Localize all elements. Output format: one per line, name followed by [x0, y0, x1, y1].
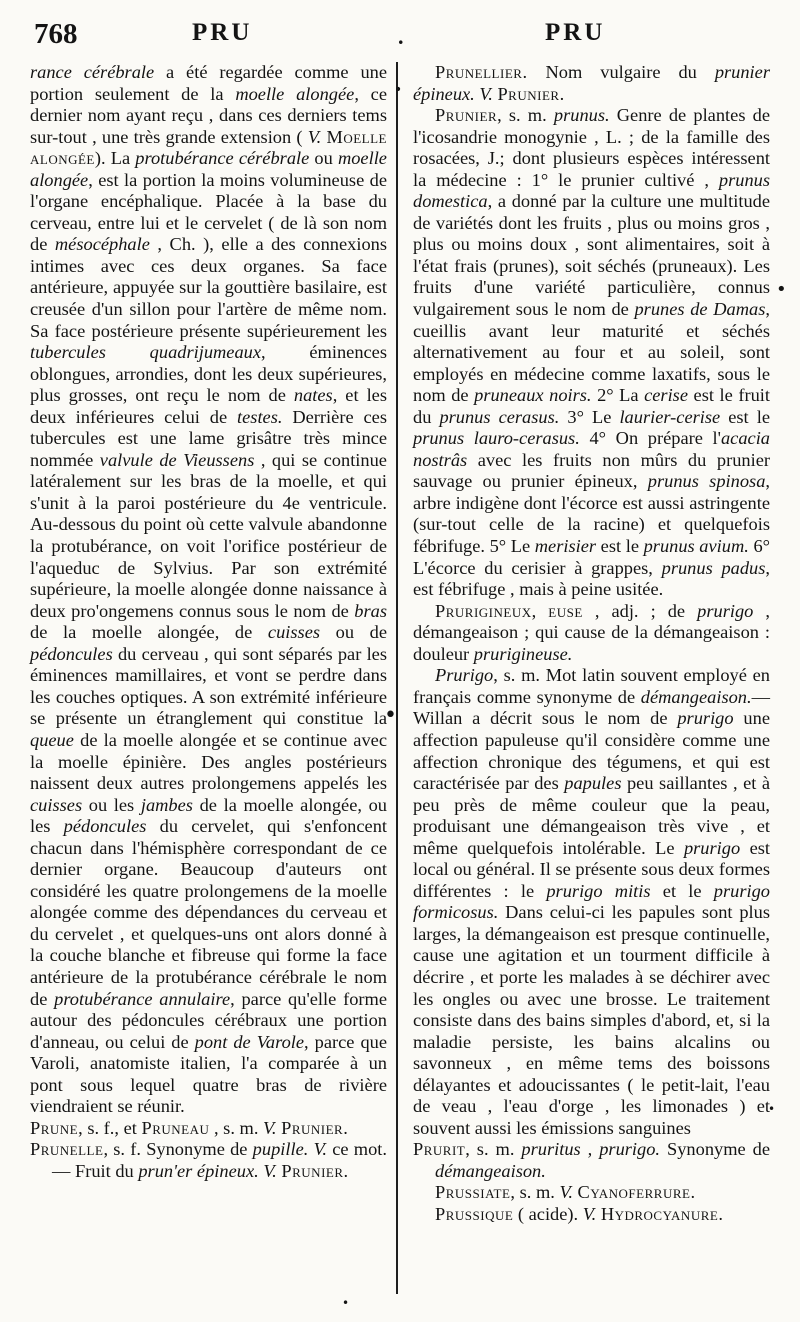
italic-run: prunus padus: [661, 557, 766, 578]
italic-run: jambes: [140, 794, 193, 815]
text-run: est le fruit du: [413, 385, 770, 427]
italic-run: papules: [564, 773, 622, 794]
entry-prurigo: [413, 665, 770, 1139]
print-speck: •: [342, 1296, 350, 1310]
italic-run: prunus domestica: [413, 169, 770, 212]
print-speck: •: [768, 1102, 776, 1116]
italic-run: démangeaison.: [435, 1160, 546, 1181]
text-run: Genre de plantes de l'icosandrie monogynie , L. ; de la famille des rosacées, J.; dont plusieurs espèces intéressent la médecine : 1° le prunier cultivé ,: [413, 105, 770, 190]
italic-run: V.: [559, 1182, 573, 1203]
text-run: , s. m.: [465, 1139, 522, 1160]
entry-prurit: [413, 1139, 770, 1182]
text-run: et le: [650, 880, 714, 901]
headword-run: Moelle alongée: [30, 126, 387, 169]
text-run: une affection papuleuse qu'il considère comme une affection chronique des tégumens, et qui est caractérisée par des: [413, 708, 770, 794]
header-separator: .: [398, 24, 407, 49]
italic-run: valvule de Vieussens: [99, 449, 255, 470]
text-run: , et les deux inférieures celui de: [30, 385, 387, 427]
italic-run: prunus spinosa: [647, 471, 766, 492]
text-run: , s. m.: [209, 1117, 264, 1138]
italic-run: V.: [582, 1203, 597, 1224]
text-run: de la moelle alongée et se continue avec la moelle épinière. Des angles postérieurs naissent deux autres prolongemens appelés les: [30, 729, 387, 794]
text-run: de la moelle alongée, ou les: [30, 794, 387, 837]
headword-run: Prunelle: [30, 1139, 104, 1160]
italic-run: démangeaison.: [640, 686, 752, 707]
entry-prussique: [413, 1204, 770, 1226]
headword-run: Hydrocyanure.: [600, 1203, 724, 1224]
italic-run: cuisses: [30, 794, 83, 815]
headword-run: Prussiate: [435, 1182, 511, 1203]
headword-run: Prunier.: [281, 1117, 349, 1138]
italic-run: cuisses: [267, 622, 321, 643]
italic-run: tubercules quadrijumeaux: [30, 342, 262, 363]
text-run: , éminences oblongues, arrondies, dont les deux supérieures, plus grosses, ont reçu le nom de: [30, 342, 387, 406]
text-run: , s. f. Synonyme de: [103, 1139, 253, 1160]
headword-run: Cyanoferrure.: [577, 1182, 696, 1203]
text-run: 4° On prépare l': [579, 428, 721, 449]
running-header: [0, 14, 800, 58]
text-run: , est fébrifuge , mais à peine usitée.: [413, 557, 770, 600]
text-run: ou de: [320, 622, 387, 643]
italic-run: protubérance cérébrale: [135, 148, 310, 169]
italic-run: V.: [307, 126, 322, 147]
text-run: ,: [531, 600, 549, 621]
text-run: Derrière ces tubercules est une lame grisâtre très mince nommée: [30, 406, 387, 470]
italic-run: prurigo mitis: [546, 880, 651, 901]
italic-run: prurigo formicosus.: [413, 880, 770, 923]
italic-run: nates: [293, 385, 333, 406]
italic-run: prun'er épineux. V.: [138, 1160, 277, 1181]
italic-run: testes.: [237, 406, 283, 427]
italic-run: laurier-cerise: [619, 406, 721, 427]
italic-run: merisier: [534, 536, 597, 557]
text-run: 2° La: [591, 385, 645, 406]
entry-prussiate: [413, 1182, 770, 1204]
italic-run: pont de Varole: [194, 1031, 305, 1052]
italic-run: prunier épineux. V.: [413, 62, 770, 104]
text-run: Synonyme de: [660, 1139, 770, 1160]
italic-run: pédoncules: [30, 643, 113, 664]
text-run: a été regardée comme une portion seulement de la: [30, 62, 387, 104]
text-run: , s. m.: [497, 105, 554, 126]
text-run: Dans celui-ci les papules sont plus larges, la démangeaison est presque continuelle, cause une agitation et un tourment difficile à décrire , et porte les malades à se déchirer avec les ongles ou avec une brosse. Le traitement consiste dans des bains simples d'abord, et, si la maladie persiste, les bains alcalins ou savonneux , en même tems des boissons délayantes et adoucissantes ( le petit-lait, l'eau de veau , l'eau d'orge , les limonades ) et souvent aussi les émissions sanguines: [413, 902, 770, 1138]
text-run: 6° L'écorce du cerisier à grappes,: [413, 536, 771, 578]
italic-run: pruneaux noirs.: [474, 385, 592, 406]
headword-run: Prunellier.: [435, 62, 528, 82]
italic-run: prunes de Damas: [634, 299, 766, 320]
text-run: , cueillis avant leur maturité et séchés alternativement au four et au soleil, sont employés en médecine comme laxatifs, sous le nom de: [413, 299, 770, 406]
text-run: ( acide).: [513, 1203, 583, 1224]
entry-prurigineux: [413, 601, 770, 666]
text-run: est local ou général. Il se présente sous deux formes différentes : le: [413, 837, 770, 901]
italic-run: prunus avium.: [643, 536, 749, 557]
text-run: , parce que Varoli, anatomiste italien, l'a comparée à un pont sous lequel quatre bras de rivière viendraient se réunir.: [30, 1031, 387, 1117]
text-run: , s. f., et: [78, 1117, 142, 1138]
text-run: ou les: [82, 794, 141, 815]
print-speck: •: [384, 703, 397, 728]
text-run: , ce dernier nom ayant reçu , dans ces derniers tems sur-tout , une très grande extension (: [30, 83, 387, 147]
text-run: —Willan a décrit sous le nom de: [413, 686, 770, 729]
italic-run: queue: [30, 729, 74, 750]
headword-run: Prussique: [435, 1203, 514, 1224]
entry-prune: [30, 1118, 387, 1140]
text-run: ). La: [94, 148, 136, 169]
italic-run: V.: [263, 1117, 277, 1138]
text-run: , s. m. Mot latin souvent employé en français comme synonyme de: [413, 665, 770, 707]
text-run: , arbre indigène dont l'écorce est aussi astringente (sur-tout celle de la racine) et quelquefois fébrifuge. 5° Le: [413, 471, 770, 557]
entry-prunellier: [413, 62, 770, 105]
text-run: , adj. ; de: [582, 600, 698, 621]
entry-protuberance-continued: [30, 62, 387, 1118]
italic-run: prunus cerasus.: [439, 406, 560, 427]
entry-prunier: [413, 105, 770, 601]
headword-run: Prurigineux: [435, 600, 532, 621]
italic-run: prunus.: [553, 105, 610, 126]
left-column: [30, 62, 387, 1182]
text-run: peu saillantes , et à peu près de même couleur que la peau, produisant une démangeaison très vive , et même quelquefois intolérable. Le: [413, 773, 770, 858]
text-run: est le: [720, 406, 770, 427]
entry-prunelle: [30, 1139, 387, 1182]
text-run: , a donné par la culture une multitude de variétés dont les fruits , plus ou moins gros , plus ou moins doux , sont alimentaires, soit à l'état frais (prunes), soit séchés (pruneaux). Les fruits d'une variété particulière, connus vulgairement sous le nom de: [413, 191, 770, 320]
italic-run: prurigo: [677, 708, 734, 729]
column-rule: [396, 62, 398, 1294]
italic-run: prurigo: [683, 837, 741, 858]
italic-run: moelle alongée: [30, 148, 387, 190]
right-column: [413, 62, 770, 1226]
text-run: , s. m.: [510, 1182, 560, 1203]
italic-run: protubérance annulaire: [54, 988, 231, 1009]
italic-run: prurigo: [697, 600, 754, 621]
print-speck: •: [776, 279, 787, 300]
running-head-right: PRU: [545, 19, 606, 46]
text-run: , parce qu'elle forme autour des pédoncules cérébraux une portion d'anneau, ou celui de: [30, 988, 387, 1052]
italic-run: Prurigo: [435, 665, 494, 686]
italic-run: pruritus , prurigo.: [521, 1139, 661, 1160]
italic-run: rance cérébrale: [30, 62, 155, 82]
text-run: 3° Le: [559, 406, 620, 427]
italic-run: bras: [354, 600, 387, 621]
page-number: 768: [34, 18, 78, 50]
text-run: du cervelet, qui s'enfoncent chacun dans l'hémisphère correspondant de ce dernier organe. Beaucoup d'auteurs ont considéré les quatre prolongemens de la moelle alongée comme des dépendances du cerveau et du cervelet , et quelques-uns ont alors donné à la couche blanche et fibreuse qui forme la face antérieure de la protubérance cérébrale le nom de: [30, 816, 387, 1009]
text-run: ou: [309, 148, 338, 169]
text-run: , Ch. ), elle a des connexions intimes avec ces deux organes. Sa face antérieure, appuyée sur la gouttière basilaire, est creusée d'un sillon pour l'artère de même nom. Sa face postérieure présente supérieurement les: [30, 234, 387, 341]
headword-run: Prunier.: [497, 83, 565, 104]
italic-run: mésocéphale: [54, 234, 150, 255]
text-run: est le: [596, 536, 644, 557]
text-run: , qui se continue latéralement sur les bras de la moelle, et qui s'unit à la paroi postérieure du 4e ventricule. Au-dessous du point où cette valvule abandonne la protubérance, on voit l'orifice postérieur de l'aqueduc de Sylvius. Par son extrémité supérieure, la moelle alongée donne naissance à deux pro'ongemens connus sous le nom de: [30, 449, 387, 621]
headword-run: Prunier.: [281, 1160, 349, 1181]
headword-run: Pruneau: [141, 1117, 210, 1138]
text-run: avec les fruits non mûrs du prunier sauvage ou prunier épineux,: [413, 449, 770, 492]
headword-run: euse: [548, 600, 583, 621]
print-speck: •: [394, 82, 403, 98]
italic-run: pédoncules: [63, 816, 147, 837]
text-run: de la moelle alongée, de: [30, 622, 268, 643]
text-run: , est la portion la moins volumineuse de l'organe encéphalique. Placée à la base du cerveau, entre lui et le cervelet ( de là son nom de: [30, 169, 387, 255]
text-run: ce mot. — Fruit du: [52, 1139, 388, 1181]
italic-run: prunus lauro-cerasus.: [413, 428, 580, 449]
italic-run: cerise: [644, 385, 689, 406]
headword-run: Prurit: [413, 1139, 466, 1160]
italic-run: prurigineuse.: [473, 643, 573, 664]
italic-run: pupille. V.: [252, 1139, 328, 1160]
headword-run: Prunier: [435, 105, 498, 126]
running-head-left: PRU: [192, 19, 253, 46]
text-run: du cerveau , qui sont séparés par les éminences mamillaires, et vont se perdre dans les couches optiques. A son extrémité inférieure se présente un étranglement qui constitue la: [30, 643, 387, 729]
headword-run: Prune: [30, 1117, 79, 1138]
italic-run: moelle alongée: [235, 83, 355, 104]
text-run: , démangeaison ; qui cause de la démangeaison : douleur: [413, 600, 771, 664]
italic-run: acacia nostrâs: [413, 428, 771, 470]
text-run: Nom vulgaire du: [527, 62, 715, 82]
